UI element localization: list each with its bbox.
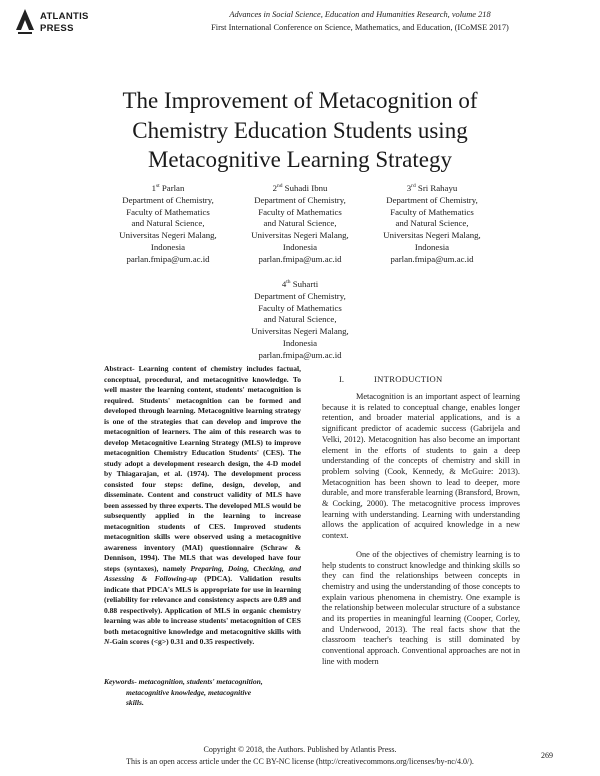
author-affiliation: and Natural Science,	[395, 218, 469, 229]
author-affiliation: Department of Chemistry,	[386, 194, 478, 205]
atlantis-emblem-icon	[14, 8, 36, 34]
author-email: parlan.fmipa@um.ac.id	[258, 253, 342, 264]
abstract: Abstract- Learning content of chemistry includes factual, conceptual, procedural, and metacognitive knowledge. To well master the learning content, students' metacognition is required. Students' metacognition can be formed and developed through learning. Metacognitive learning strategy is one of the strategies that can develop and improve the metacognition of learners. The aim of this research was to develop Metacognitive Learning Strategy (MLS) to improve metacognition Chemistry Education Students' (CES). The study adopt a development research design, the 4-D model by Thiagarajan, et al. (1974). The development process consisted four steps: define, design, develop, and disseminate. Content and construct validity of MLS have been assessed by three experts. The developed MLS would be subsequently applied in the learning to increase metacognition students of CES. Improved students metacognition skills were observed using a metacognitive awareness inventory (MAI) questionnaire (Schraw & Dennison, 1994). The MLS that was developed have four steps (syntaxes), namely Preparing, Doing, Checking, and Assessing & Following-up (PDCA). Validation results indicate that PDCA's MLS is appropriate for use in learning (reliability for relevance and consistency aspects are 0.89 and 0.88 respectively). Application of MLS in organic chemistry learning was able to increase students' metacognition of CES both metacognitive knowledge and metacognitive skills with N-Gain scores (<g>) 0.31 and 0.35 respectively.	[104, 364, 301, 646]
author-affiliation: Faculty of Mathematics	[390, 206, 474, 217]
section-number: I.	[339, 374, 345, 384]
author-affiliation: Department of Chemistry,	[254, 290, 346, 301]
author-block-4	[210, 277, 390, 362]
author-email: parlan.fmipa@um.ac.id	[390, 253, 474, 264]
author-affiliation: Indonesia	[282, 337, 318, 348]
author-affiliation: Faculty of Mathematics	[126, 206, 210, 217]
conference-header: First International Conference on Science, Mathematics, and Education, (ICoMSE 2017)	[211, 23, 509, 32]
author-email: parlan.fmipa@um.ac.id	[126, 253, 210, 264]
author-affiliation: and Natural Science,	[131, 218, 205, 229]
author-email: parlan.fmipa@um.ac.id	[258, 349, 342, 360]
section-title: INTRODUCTION	[374, 374, 443, 384]
author-name: 4th Suharti	[281, 278, 319, 289]
author-affiliation: Department of Chemistry,	[254, 194, 346, 205]
paragraph: One of the objectives of chemistry learning is to help students to construct knowledge and thinking skills so they can find the relationships between concepts in chemistry and using the understanding of those concepts to explain various phenomena in chemistry. One example is the relationship between molecular structure of a substance and its properties in meaningful learning (Cooper, Corley, and Underwood, 2013). The real facts show that the classroom teacher's teaching is still dominated by conventional approach. Conventional approaches are not in line with modern	[322, 549, 520, 666]
author-affiliation: and Natural Science,	[263, 218, 337, 229]
title-line: Chemistry Education Students using	[132, 117, 468, 143]
author-name: 1st Parlan	[151, 182, 185, 193]
logo-text-line2: PRESS	[40, 23, 74, 34]
paper-title	[80, 86, 520, 175]
author-affiliation: Indonesia	[414, 241, 450, 252]
author-affiliation: Universitas Negeri Malang,	[251, 230, 349, 241]
author-affiliation: Department of Chemistry,	[122, 194, 214, 205]
publisher-logo	[14, 8, 134, 38]
logo-text-line1: ATLANTIS	[40, 11, 89, 22]
author-affiliation: Indonesia	[282, 241, 318, 252]
title-line: Metacognitive Learning Strategy	[147, 147, 452, 172]
keywords-line: metacognitive knowledge, metacognitive	[126, 687, 252, 697]
author-affiliation: Faculty of Mathematics	[258, 206, 342, 217]
author-affiliation: Universitas Negeri Malang,	[251, 326, 349, 337]
author-affiliation: and Natural Science,	[263, 314, 337, 325]
keywords-line: skills.	[126, 698, 144, 707]
paragraph: Metacognition is an important aspect of learning because it is related to conceptual change, enables longer retention, and broader material applications, and is a significant predictor of academic success (Gabrijela and Velki, 2012). Metacognition has also become an important element in the efforts of students to gain a deep understanding of the concepts of chemistry and skill in problem solving (Cook, Kennedy, & McGuire: 2013). Metacognition has been shown to lead to deeper, more durable, and more transferable learning (Bransford, Brown, & Cocking, 2000). The metacognitive process improves learning with understanding. Learning with understanding allows the application of acquired knowledge in a new context.	[322, 392, 520, 541]
keywords	[104, 677, 301, 709]
author-name: 3rd Sri Rahayu	[406, 182, 458, 193]
journal-header: Advances in Social Science, Education and Humanities Research, volume 218	[229, 10, 491, 19]
author-affiliation: Faculty of Mathematics	[258, 302, 342, 313]
author-affiliation: Universitas Negeri Malang,	[383, 230, 481, 241]
copyright-line: Copyright © 2018, the Authors. Published by Atlantis Press.	[203, 745, 397, 754]
author-affiliation: Universitas Negeri Malang,	[119, 230, 217, 241]
author-affiliation: Indonesia	[150, 241, 186, 252]
keywords-line: Keywords- metacognition, students' metacognition,	[104, 677, 263, 686]
license-line: This is an open access article under the CC BY-NC license (http://creativecommons.org/licenses/by-nc/4.0/).	[126, 757, 474, 766]
author-name: 2nd Suhadi Ibnu	[272, 182, 328, 193]
introduction-body	[322, 392, 520, 668]
author-block-3	[342, 181, 522, 266]
page-number: 269	[541, 751, 553, 760]
title-line: The Improvement of Metacognition of	[122, 88, 478, 113]
